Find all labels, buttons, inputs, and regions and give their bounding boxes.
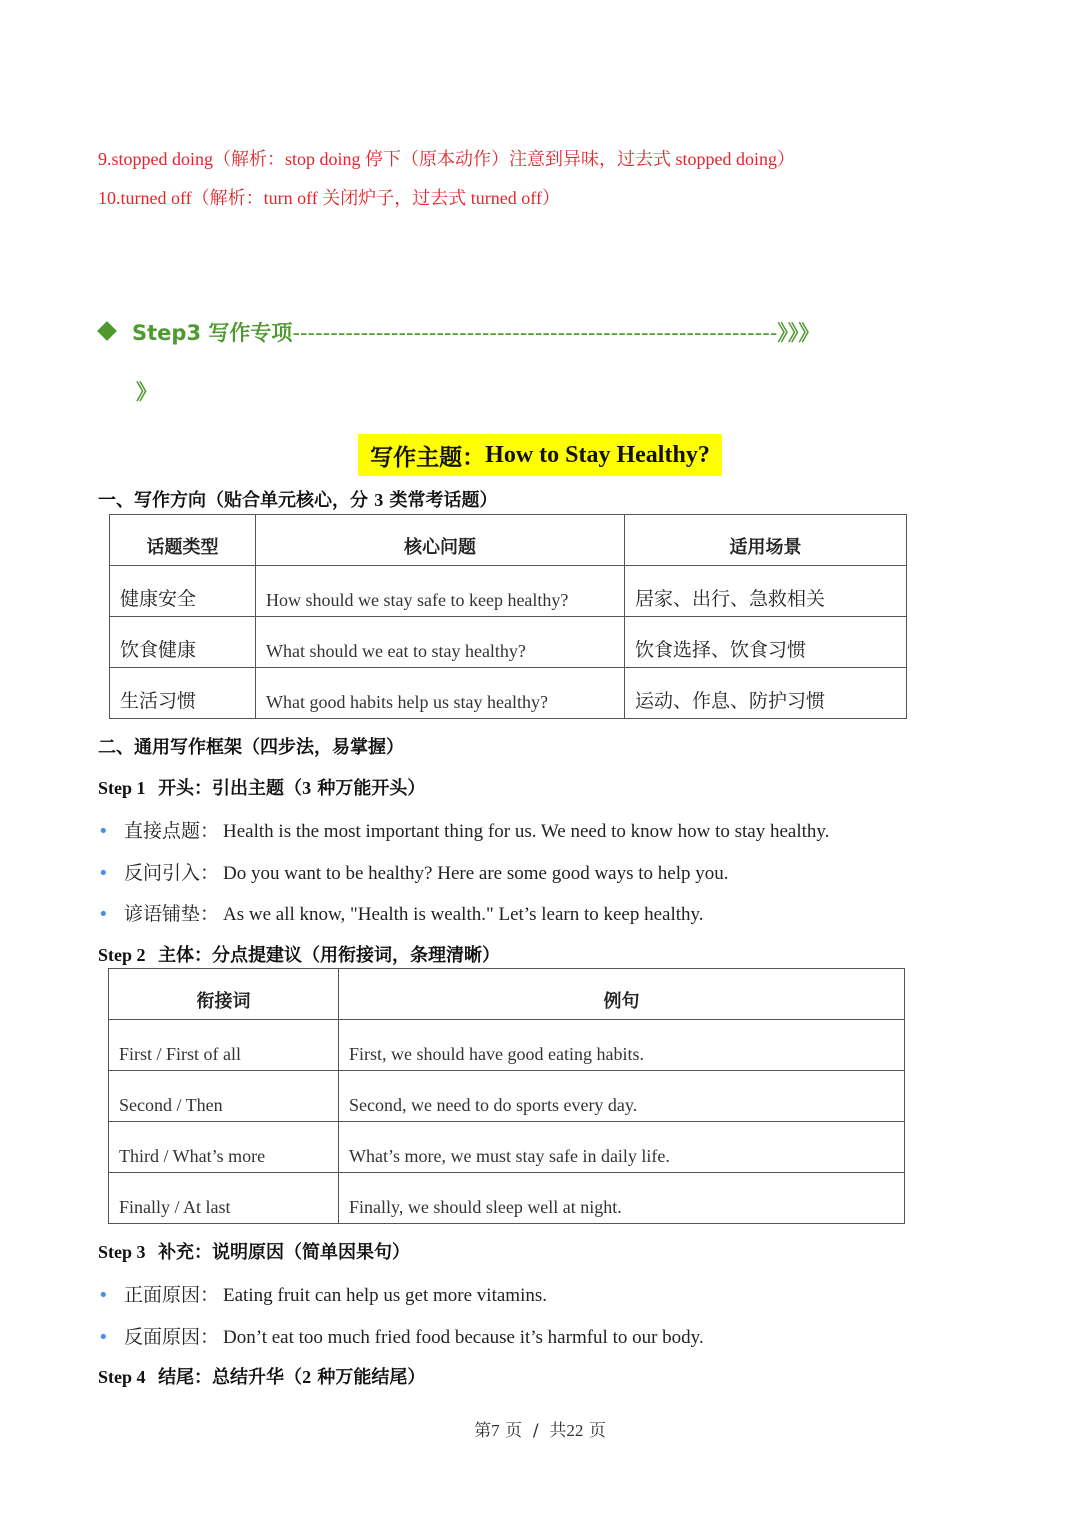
list-item-label: 反面原因： — [124, 1326, 220, 1348]
step2-heading-text: 主体：分点提建议（用衔接词，条理清晰） — [158, 945, 501, 966]
bullet-dot-icon: • — [98, 821, 109, 842]
footer-post: 页 — [583, 1421, 606, 1441]
list-item — [98, 858, 729, 885]
table-cell: Finally / At last — [109, 1173, 339, 1224]
section1-heading-post: 类常考话题） — [383, 490, 498, 511]
bullet-dot-icon: • — [98, 1327, 109, 1348]
list-item-label: 谚语铺垫： — [124, 903, 220, 925]
table-cell: What’s more, we must stay safe in daily life. — [339, 1122, 905, 1173]
step4-heading-pre: 结尾：总结升华（ — [158, 1367, 303, 1388]
table-header: 适用场景 — [625, 515, 907, 566]
table-header: 核心问题 — [256, 515, 625, 566]
table-header: 例句 — [339, 969, 905, 1020]
page-total: 22 — [566, 1421, 584, 1440]
list-item-text: Health is the most important thing for us. We need to know how to stay healthy. — [223, 821, 830, 842]
bullet-dot-icon: • — [98, 904, 109, 925]
step3b-label: Step 3 — [98, 1242, 146, 1262]
step1-heading — [98, 774, 425, 800]
table-cell: 健康安全 — [110, 566, 256, 617]
list-item-text: Don’t eat too much fried food because it’s harmful to our body. — [223, 1327, 704, 1348]
step3-tail: 》 — [136, 380, 157, 404]
table-header-row — [109, 969, 905, 1020]
list-item-text: As we all know, "Health is wealth." Let’s learn to keep healthy. — [223, 904, 704, 925]
list-item — [98, 1322, 704, 1349]
table-header-row — [110, 515, 907, 566]
step3-heading — [100, 317, 819, 347]
list-item-label: 直接点题： — [124, 820, 220, 842]
answer-9: 9.stopped doing（解析：stop doing 停下（原本动作）注意到异味，过去式 stopped doing） — [98, 149, 795, 169]
table-cell: 饮食健康 — [110, 617, 256, 668]
page-number: 7 — [491, 1421, 500, 1440]
step3b-heading-text: 补充：说明原因（简单因果句） — [158, 1242, 411, 1263]
table-cell: What should we eat to stay healthy? — [256, 617, 625, 668]
table-header: 话题类型 — [110, 515, 256, 566]
step1-heading-post: 种万能开头） — [311, 778, 426, 799]
list-item — [98, 1280, 547, 1307]
table-cell: Second, we need to do sports every day. — [339, 1071, 905, 1122]
section2-heading: 二、通用写作框架（四步法，易掌握） — [98, 737, 404, 758]
list-item-label: 反问引入： — [124, 862, 220, 884]
step2-heading — [98, 941, 500, 967]
table-row — [110, 617, 907, 668]
bullet-dot-icon: • — [98, 1285, 109, 1306]
table-cell: Third / What’s more — [109, 1122, 339, 1173]
step4-heading-post: 种万能结尾） — [311, 1367, 426, 1388]
table-cell: 居家、出行、急救相关 — [625, 566, 907, 617]
list-item-text: Do you want to be healthy? Here are some good ways to help you. — [223, 863, 729, 884]
table-cell: Second / Then — [109, 1071, 339, 1122]
table-cell: 运动、作息、防护习惯 — [625, 668, 907, 719]
topic-title-zh: 写作主题： — [370, 444, 486, 471]
step3-dashes: ---------------------------------------------------------------- — [292, 321, 778, 345]
list-item — [98, 899, 704, 926]
step4-heading-num: 2 — [302, 1367, 312, 1387]
list-item — [98, 816, 829, 843]
step3b-heading — [98, 1238, 410, 1264]
step3-arrows: 》》》 — [777, 321, 820, 345]
table-cell: What good habits help us stay healthy? — [256, 668, 625, 719]
topic-table — [109, 514, 907, 719]
step4-heading — [98, 1363, 425, 1389]
table-row — [109, 1173, 905, 1224]
table-row — [109, 1122, 905, 1173]
footer-mid: 页 / 共 — [499, 1421, 567, 1441]
step4-label: Step 4 — [98, 1367, 146, 1387]
table-row — [110, 566, 907, 617]
table-row — [109, 1071, 905, 1122]
table-cell: Finally, we should sleep well at night. — [339, 1173, 905, 1224]
bullet-dot-icon: • — [98, 863, 109, 884]
table-row — [109, 1020, 905, 1071]
linker-table — [108, 968, 905, 1224]
section1-heading — [98, 486, 498, 512]
table-row — [110, 668, 907, 719]
table-header: 衔接词 — [109, 969, 339, 1020]
topic-title — [358, 434, 722, 476]
step3-title: Step3 写作专项 — [132, 321, 293, 345]
topic-title-en: How to Stay Healthy? — [485, 441, 710, 468]
page-footer — [0, 1416, 1080, 1441]
table-cell: 饮食选择、饮食习惯 — [625, 617, 907, 668]
list-item-text: Eating fruit can help us get more vitamins. — [223, 1285, 547, 1306]
footer-pre: 第 — [474, 1421, 492, 1441]
table-cell: How should we stay safe to keep healthy? — [256, 566, 625, 617]
step2-label: Step 2 — [98, 945, 146, 965]
diamond-bullet-icon — [97, 321, 117, 341]
table-cell: 生活习惯 — [110, 668, 256, 719]
step1-heading-pre: 开头：引出主题（ — [158, 778, 303, 799]
list-item-label: 正面原因： — [124, 1284, 220, 1306]
section1-heading-num: 3 — [374, 490, 384, 510]
step1-heading-num: 3 — [302, 778, 312, 798]
step1-label: Step 1 — [98, 778, 146, 798]
table-cell: First / First of all — [109, 1020, 339, 1071]
answer-10: 10.turned off（解析：turn off 关闭炉子，过去式 turned off） — [98, 188, 560, 208]
section1-heading-pre: 一、写作方向（贴合单元核心，分 — [98, 490, 375, 511]
table-cell: First, we should have good eating habits. — [339, 1020, 905, 1071]
